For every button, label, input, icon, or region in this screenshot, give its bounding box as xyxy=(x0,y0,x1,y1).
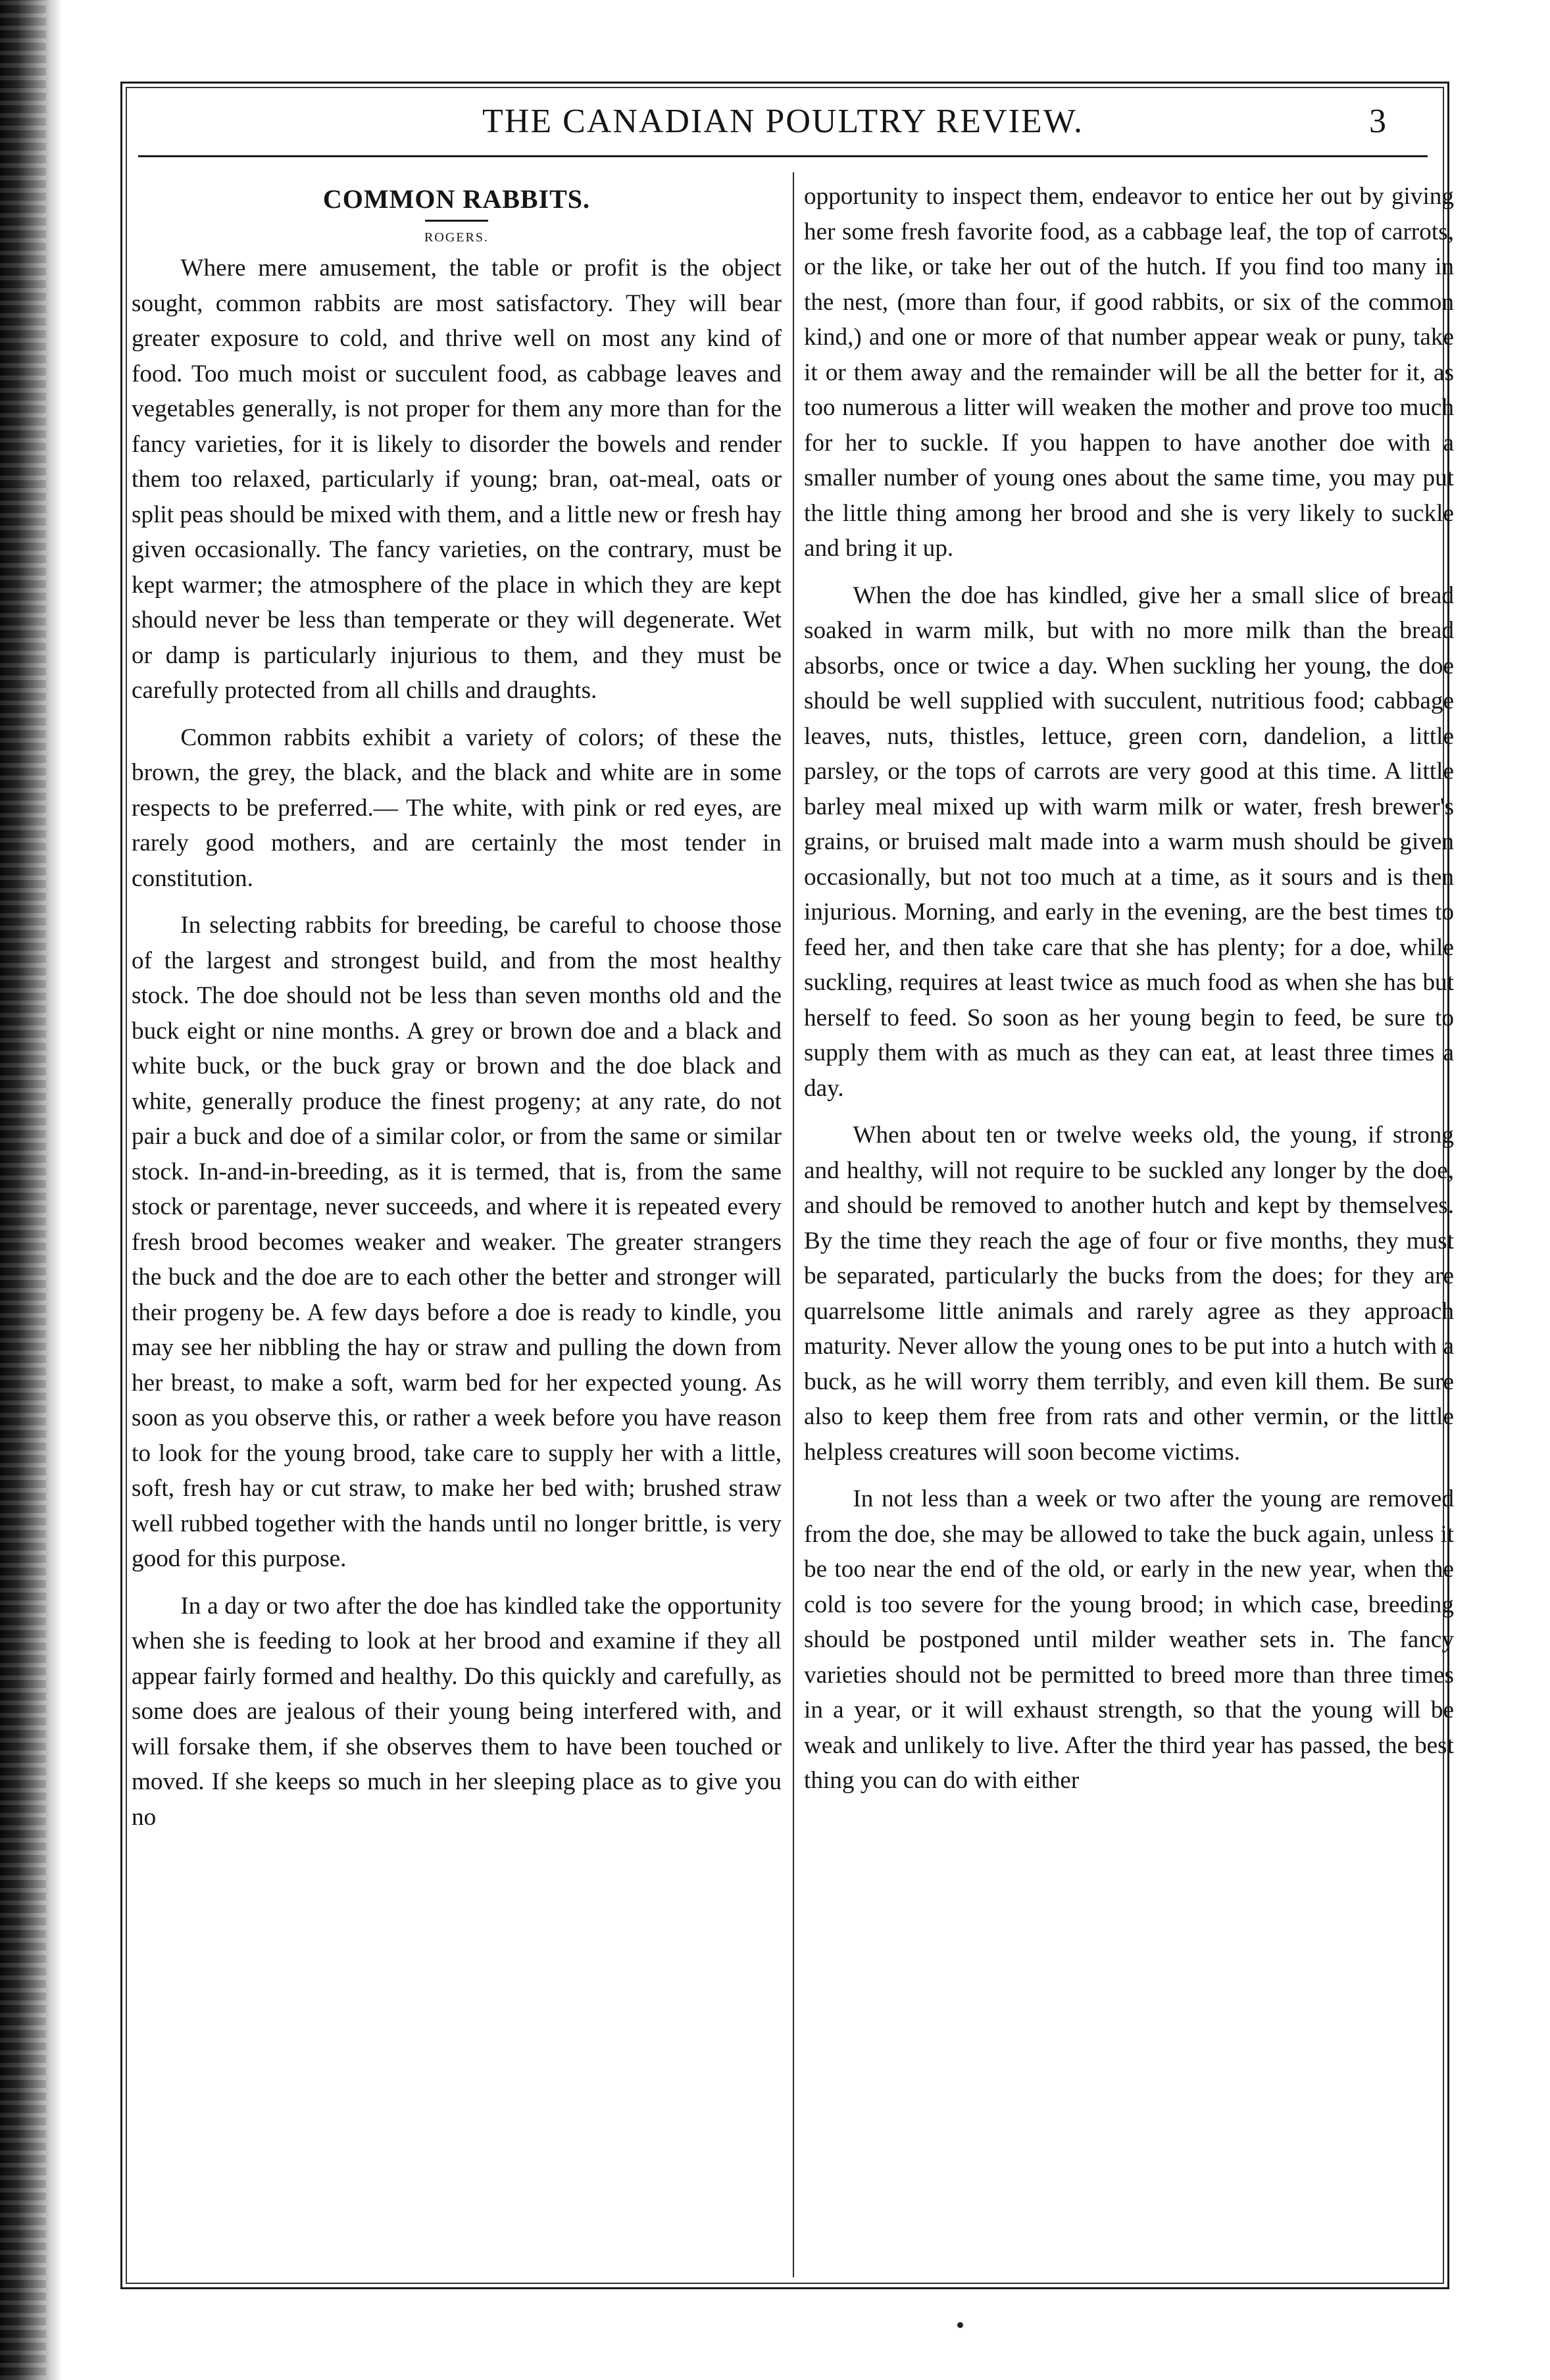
left-column xyxy=(132,179,782,1847)
column-divider xyxy=(793,172,794,2277)
page-number: 3 xyxy=(1369,103,1386,140)
header-rule xyxy=(138,155,1428,157)
paragraph: When the doe has kindled, give her a small slice of bread soaked in warm milk, but with no more milk than the bread absorbs, once or twice a day. When suckling her young, the doe should be well supplied with succulent, nutritious food; cabbage leaves, nuts, thistles, lettuce, green corn, dandelion, a little parsley, or the tops of carrots are very good at this time. A little barley meal mixed up with warm milk or water, fresh brewer's grains, or bruised malt made into a warm mush should be given occasionally, but not too much at a time, as it sours and is then injurious. Morning, and early in the evening, are the best times to feed her, and then take care that she has plenty; for a doe, while suckling, requires at least twice as much food as when she has but herself to feed. So soon as her young begin to feed, be sure to supply them with as much as they can eat, at least three times a day. xyxy=(804,582,1454,1102)
paragraph: In a day or two after the doe has kindled take the opportunity when she is feeding to look at her brood and examine if they all appear fairly formed and healthy. Do this quickly and carefully, as some does are jealous of their young being interfered with, and will forsake them, if she observes them to have been touched or moved. If she keeps so much in her sleeping place as to give you no xyxy=(132,1592,782,1831)
paragraph: In not less than a week or two after the young are removed from the doe, she may be allowed to take the buck again, unless it be too near the end of the old, or early in the new year, when the cold is too severe for the young brood; in which case, breeding should be postponed until milder weather sets in. The fancy varieties should not be permitted to breed more than three times in a year, or it will exhaust strength, so that the young will be weak and unlikely to live. After the third year has passed, the best thing you can do with either xyxy=(804,1485,1454,1794)
running-head xyxy=(120,99,1445,145)
journal-title: THE CANADIAN POULTRY REVIEW. xyxy=(482,103,1084,140)
paragraph-continuation: opportunity to inspect them, endeavor to entice her out by giving her some fresh favorite food, as a cabbage leaf, the top of carrots, or the like, or take her out of the hutch. If you find too many in the nest, (more than four, if good rabbits, or six of the common kind,) and one or more of that number appear weak or puny, take it or them away and the remainder will be all the better for it, as too numerous a litter will weaken the mother and prove too much for her to suckle. If you happen to have another doe with a smaller number of young ones about the same time, you may put the little thing among her brood and she is very likely to suckle and bring it up. xyxy=(804,183,1454,562)
paragraph: In selecting rabbits for breeding, be careful to choose those of the largest and strongest build, and from the most healthy stock. The doe should not be less than seven months old and the buck eight or nine months. A grey or brown doe and a black and white buck, or the buck gray or brown and the doe black and white, generally produce the finest progeny; at any rate, do not pair a buck and doe of a similar color, or from the same or similar stock. In-and-in-breeding, as it is termed, that is, from the same stock or parentage, never succeeds, and where it is repeated every fresh brood becomes weaker and weaker. The greater strangers the buck and the doe are to each other the better and stronger will their progeny be. A few days before a doe is ready to kindle, you may see her nibbling the hay or straw and pulling the down from her breast, to make a soft, warm bed for her expected young. As soon as you observe this, or rather a week before you have reason to look for the young brood, take care to supply her with a little, soft, fresh hay or cut straw, to make her bed with; brushed straw well rubbed together with the hands until no longer brittle, is very good for this purpose. xyxy=(132,912,782,1572)
article-byline: ROGERS. xyxy=(424,230,489,245)
byline-rule xyxy=(425,220,488,222)
article-title: COMMON RABBITS. xyxy=(322,184,591,214)
paragraph: When about ten or twelve weeks old, the young, if strong and healthy, will not require to be suckled any longer by the doe, and should be removed to another hutch and kept by themselves. By the time they reach the age of four or five months, they must be separated, particularly the bucks from the does; for they are quarrelsome little animals and rarely agree as they approach maturity. Never allow the young ones to be put into a hutch with a buck, as he will worry them terribly, and even kill them. Be sure also to keep them free from rats and other vermin, or the little helpless creatures will soon become victims. xyxy=(804,1122,1454,1466)
stray-mark xyxy=(957,2322,963,2328)
paragraph: Where mere amusement, the table or profit is the object sought, common rabbits are most satisfactory. They will bear greater exposure to cold, and thrive well on most any kind of food. Too much moist or succulent food, as cabbage leaves and vegetables generally, is not proper for them any more than for the fancy varieties, for it is likely to disorder the bowels and render them too relaxed, particularly if young; bran, oat-meal, oats or split peas should be mixed with them, and a little new or fresh hay given occasionally. The fancy varieties, on the contrary, must be kept warmer; the atmosphere of the place in which they are kept should never be less than temperate or they will degenerate. Wet or damp is particularly injurious to them, and they must be carefully protected from all chills and draughts. xyxy=(132,255,782,704)
paragraph: Common rabbits exhibit a variety of colors; of these the brown, the grey, the black, and the black and white are in some respects to be preferred.— The white, with pink or red eyes, are rarely good mothers, and are certainly the most tender in constitution. xyxy=(132,724,782,892)
right-column xyxy=(804,179,1454,1810)
binding-edge-texture xyxy=(0,0,46,2380)
